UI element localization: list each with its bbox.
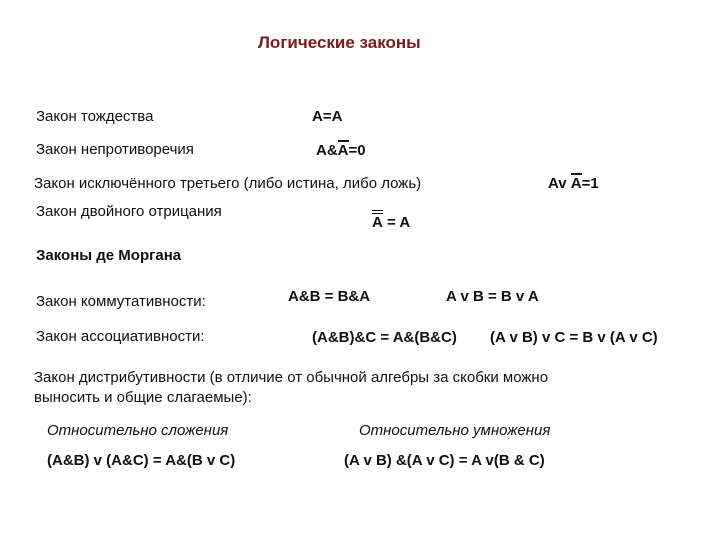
contradiction-negated-var: A — [337, 142, 349, 159]
associative-law-formula-or: (A v B) v C = B v (A v C) — [490, 329, 658, 346]
de-morgan-heading: Законы де Моргана — [36, 247, 182, 264]
double-negation-law-label: Закон двойного отрицания — [36, 203, 222, 220]
distributive-law-label-line2: выносить и общие слагаемые): — [34, 389, 252, 406]
excluded-middle-formula-suffix: =1 — [581, 175, 599, 192]
distributive-addition-formula: (A&B) v (A&C) = A&(B v C) — [47, 452, 236, 469]
distributive-law-label-line1: Закон дистрибутивности (в отличие от обычной алгебры за скобки можно — [34, 369, 549, 386]
excluded-middle-formula-prefix: Av — [548, 175, 571, 192]
commutative-law-label: Закон коммутативности: — [36, 293, 206, 310]
page-title: Логические законы — [258, 33, 421, 52]
distributive-multiplication-heading: Относительно умножения — [359, 422, 551, 439]
associative-law-label: Закон ассоциативности: — [36, 328, 205, 345]
distributive-multiplication-formula: (A v B) &(A v C) = A v(B & C) — [344, 452, 545, 469]
double-negation-law-formula — [372, 214, 410, 231]
double-negation-formula-suffix: = A — [382, 214, 411, 231]
excluded-middle-law-formula — [548, 175, 599, 192]
contradiction-law-label: Закон непротиворечия — [36, 141, 194, 158]
excluded-middle-negated-var: A — [570, 175, 582, 192]
excluded-middle-law-label: Закон исключённого третьего (либо истина, либо ложь) — [34, 175, 422, 192]
contradiction-law-formula — [316, 142, 366, 159]
commutative-law-formula-and: A&B = B&A — [288, 288, 371, 305]
identity-law-label: Закон тождества — [36, 108, 154, 125]
distributive-addition-heading: Относительно сложения — [47, 422, 229, 439]
contradiction-formula-prefix: A& — [316, 142, 338, 159]
associative-law-formula-and: (A&B)&C = A&(B&C) — [312, 329, 457, 346]
identity-law-formula: A=A — [312, 108, 343, 125]
commutative-law-formula-or: A v B = B v A — [446, 288, 539, 305]
contradiction-formula-suffix: =0 — [348, 142, 366, 159]
double-negated-var: A — [372, 214, 383, 231]
